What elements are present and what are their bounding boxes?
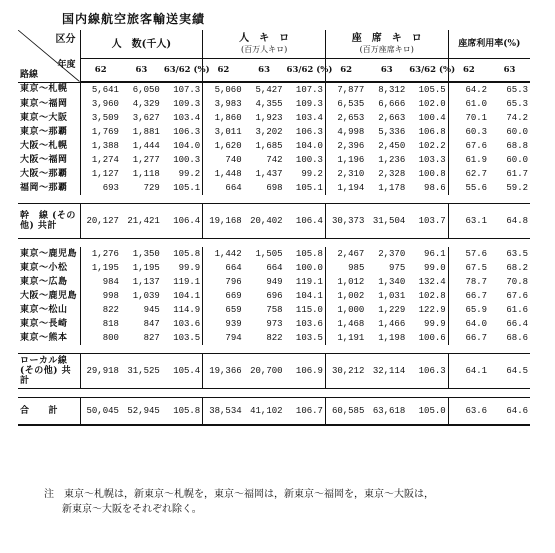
trunk-subtotal-row <box>18 204 530 239</box>
table-cell: 758 <box>266 304 283 315</box>
table-cell: 975 <box>389 262 406 273</box>
table-cell: 107.3 <box>295 84 323 95</box>
table-cell: 55.6 <box>448 181 489 195</box>
footnote-line-2: 新東京〜大阪をそれぞれ除く。 <box>62 504 202 515</box>
table-cell: 106.3 <box>407 354 448 389</box>
table-cell: 939 <box>203 317 244 331</box>
table-cell: 104.0 <box>173 140 201 151</box>
table-cell: 1,198 <box>378 332 406 343</box>
table-cell: 6,535 <box>325 97 366 111</box>
table-cell: 998 <box>80 289 121 303</box>
table-cell: 800 <box>80 331 121 345</box>
table-cell: 2,310 <box>325 167 366 181</box>
table-cell: 31,504 <box>366 204 407 239</box>
table-cell: 1,442 <box>203 247 244 261</box>
table-cell: 105.4 <box>162 354 203 389</box>
table-cell: 29,918 <box>80 354 121 389</box>
table-cell: 63.1 <box>448 204 489 239</box>
table-cell: 7,877 <box>325 82 366 97</box>
table-cell: 4,355 <box>255 98 283 109</box>
table-cell: 109.3 <box>173 98 201 109</box>
table-cell: 99.9 <box>424 318 446 329</box>
table-cell: 60.0 <box>506 126 528 137</box>
table-cell: 4,998 <box>325 125 366 139</box>
table-cell: 70.1 <box>448 111 489 125</box>
spacer-cell <box>18 345 530 354</box>
table-cell: 114.9 <box>173 304 201 315</box>
table-cell: 2,396 <box>325 139 366 153</box>
table-cell: 52,945 <box>121 398 162 426</box>
table-cell: 63.6 <box>448 398 489 426</box>
table-cell: 1,444 <box>132 140 160 151</box>
row-label: 東京〜広島 <box>20 276 68 287</box>
table-cell: 65.3 <box>506 98 528 109</box>
table-cell: 122.9 <box>418 304 446 315</box>
column-header-2: 63 <box>121 59 162 83</box>
table-row <box>18 139 530 153</box>
table-cell: 1,127 <box>80 167 121 181</box>
table-cell: 105.5 <box>418 84 446 95</box>
spacer-row <box>18 195 530 204</box>
column-header-11: 63 <box>489 59 530 83</box>
table-cell: 1,236 <box>378 154 406 165</box>
row-label: 幹 線 (その他) 共計 <box>18 204 80 239</box>
table-cell: 102.0 <box>418 98 446 109</box>
table-cell: 3,011 <box>203 125 244 139</box>
table-cell: 664 <box>266 262 283 273</box>
table-row <box>18 167 530 181</box>
table-cell: 103.7 <box>407 204 448 239</box>
group-header-seat-km <box>325 30 448 59</box>
group-header-passenger-km-title: 人 キ ロ <box>239 33 290 44</box>
table-row <box>18 303 530 317</box>
table-cell: 6,666 <box>378 98 406 109</box>
table-row <box>18 97 530 111</box>
table-cell: 32,114 <box>366 354 407 389</box>
table-cell: 103.4 <box>173 112 201 123</box>
table-cell: 3,960 <box>80 97 121 111</box>
footnote-line-1: 注 東京〜札幌は，新東京〜札幌を，東京〜福岡は，新東京〜福岡を，東京〜大阪は， <box>44 489 434 500</box>
table-row <box>18 289 530 303</box>
group-header-load-factor: 座席利用率(%) <box>448 30 530 59</box>
table-cell: 106.9 <box>285 354 326 389</box>
header-corner <box>18 30 80 82</box>
table-cell: 2,328 <box>378 168 406 179</box>
spacer-row <box>18 389 530 398</box>
table-cell: 847 <box>143 318 160 329</box>
table-cell: 6,050 <box>132 84 160 95</box>
row-label: ローカル線 (その他) 共計 <box>18 354 80 389</box>
table-cell: 106.4 <box>285 204 326 239</box>
table-cell: 1,923 <box>255 112 283 123</box>
table-cell: 8,312 <box>378 84 406 95</box>
table-cell: 669 <box>203 289 244 303</box>
table-cell: 99.0 <box>424 262 446 273</box>
table-cell: 3,202 <box>255 126 283 137</box>
table-cell: 2,663 <box>378 112 406 123</box>
table-cell: 68.2 <box>506 262 528 273</box>
table-cell: 78.7 <box>448 275 489 289</box>
table-row <box>18 275 530 289</box>
spacer-cell <box>18 195 530 204</box>
column-header-3: 63/62 (%) <box>162 59 203 83</box>
row-label: 大阪〜福岡 <box>20 154 68 165</box>
table-cell: 38,534 <box>203 398 244 426</box>
table-cell: 96.1 <box>424 248 446 259</box>
row-label: 東京〜那覇 <box>20 126 68 137</box>
table-cell: 105.1 <box>173 182 201 193</box>
table-cell: 64.6 <box>489 398 530 426</box>
table-body <box>18 82 530 425</box>
row-label: 大阪〜那覇 <box>20 168 68 179</box>
table-cell: 109.3 <box>295 98 323 109</box>
local-subtotal-row <box>18 354 530 389</box>
table-cell: 2,467 <box>325 247 366 261</box>
table-row <box>18 82 530 97</box>
table-cell: 64.0 <box>448 317 489 331</box>
table-cell: 20,700 <box>244 354 285 389</box>
table-cell: 1,194 <box>325 181 366 195</box>
table-cell: 973 <box>266 318 283 329</box>
column-header-9: 63/62 (%) <box>407 59 448 83</box>
table-cell: 100.6 <box>418 332 446 343</box>
table-cell: 30,373 <box>325 204 366 239</box>
table-row <box>18 247 530 261</box>
table-cell: 1,437 <box>255 168 283 179</box>
row-label: 大阪〜札幌 <box>20 140 68 151</box>
table-cell: 103.5 <box>173 332 201 343</box>
table-cell: 103.3 <box>418 154 446 165</box>
table-cell: 62.7 <box>448 167 489 181</box>
table-cell: 64.5 <box>489 354 530 389</box>
table-cell: 100.8 <box>418 168 446 179</box>
table-cell: 30,212 <box>325 354 366 389</box>
table-cell: 74.2 <box>506 112 528 123</box>
table-cell: 984 <box>80 275 121 289</box>
column-header-5: 63 <box>244 59 285 83</box>
table-cell: 106.7 <box>285 398 326 426</box>
table-cell: 115.0 <box>295 304 323 315</box>
table-cell: 57.6 <box>448 247 489 261</box>
table-cell: 102.2 <box>418 140 446 151</box>
table-cell: 67.6 <box>506 290 528 301</box>
column-header-row <box>18 59 530 83</box>
table-cell: 1,012 <box>325 275 366 289</box>
table-cell: 664 <box>203 181 244 195</box>
table-cell: 104.1 <box>173 290 201 301</box>
table-cell: 1,195 <box>132 262 160 273</box>
spacer-cell <box>18 239 530 248</box>
table-cell: 742 <box>266 154 283 165</box>
table-cell: 66.4 <box>506 318 528 329</box>
row-label: 東京〜鹿児島 <box>20 248 78 259</box>
table-cell: 59.2 <box>506 182 528 193</box>
table-cell: 132.4 <box>418 276 446 287</box>
table-cell: 106.4 <box>162 204 203 239</box>
table-cell: 106.3 <box>295 126 323 137</box>
group-header-seat-km-unit: (百万座席キロ) <box>359 45 414 54</box>
table-cell: 61.7 <box>506 168 528 179</box>
table-cell: 41,102 <box>244 398 285 426</box>
table-cell: 1,468 <box>325 317 366 331</box>
table-cell: 105.8 <box>162 398 203 426</box>
table-cell: 5,336 <box>378 126 406 137</box>
table-cell: 1,277 <box>132 154 160 165</box>
table-cell: 1,505 <box>255 248 283 259</box>
table-cell: 1,276 <box>80 247 121 261</box>
spacer-cell <box>18 389 530 398</box>
table-cell: 119.1 <box>295 276 323 287</box>
table-cell: 1,350 <box>132 248 160 259</box>
table-cell: 1,620 <box>203 139 244 153</box>
table-cell: 698 <box>266 182 283 193</box>
row-label: 福岡〜那覇 <box>20 182 68 193</box>
table-cell: 60.3 <box>448 125 489 139</box>
column-header-7: 62 <box>325 59 366 83</box>
table-cell: 107.3 <box>173 84 201 95</box>
group-header-passenger-km-unit: (百万人キロ) <box>240 45 288 54</box>
table-cell: 796 <box>203 275 244 289</box>
table-row <box>18 125 530 139</box>
column-header-4: 62 <box>203 59 244 83</box>
table-cell: 21,421 <box>121 204 162 239</box>
table-cell: 19,168 <box>203 204 244 239</box>
table-cell: 61.6 <box>506 304 528 315</box>
table-cell: 1,031 <box>378 290 406 301</box>
table-cell: 99.2 <box>178 168 201 179</box>
table-cell: 65.3 <box>506 84 528 95</box>
table-cell: 65.9 <box>448 303 489 317</box>
table-cell: 103.6 <box>295 318 323 329</box>
table-cell: 945 <box>143 304 160 315</box>
group-header-seat-km-title: 座 席 キ ロ <box>351 33 422 44</box>
spacer-row <box>18 239 530 248</box>
table-cell: 64.2 <box>448 82 489 97</box>
table-cell: 19,366 <box>203 354 244 389</box>
table-cell: 103.5 <box>295 332 323 343</box>
table-cell: 3,983 <box>203 97 244 111</box>
table-cell: 99.2 <box>301 168 323 179</box>
table-cell: 63.5 <box>506 248 528 259</box>
table-cell: 1,137 <box>132 276 160 287</box>
table-cell: 31,525 <box>121 354 162 389</box>
table-cell: 50,045 <box>80 398 121 426</box>
table-cell: 1,229 <box>378 304 406 315</box>
table-cell: 1,466 <box>378 318 406 329</box>
table-cell: 827 <box>143 332 160 343</box>
group-header-passenger-km <box>203 30 326 59</box>
table-cell: 1,039 <box>132 290 160 301</box>
table-cell: 740 <box>203 153 244 167</box>
table-cell: 5,060 <box>203 82 244 97</box>
table-cell: 1,448 <box>203 167 244 181</box>
table-cell: 5,641 <box>80 82 121 97</box>
table-cell: 67.5 <box>448 261 489 275</box>
row-label: 東京〜小松 <box>20 262 68 273</box>
spacer-row <box>18 345 530 354</box>
table-cell: 20,127 <box>80 204 121 239</box>
table-cell: 20,402 <box>244 204 285 239</box>
table-row <box>18 261 530 275</box>
table-cell: 70.8 <box>506 276 528 287</box>
table-cell: 105.8 <box>173 248 201 259</box>
column-header-6: 63/62 (%) <box>285 59 326 83</box>
row-label: 東京〜松山 <box>20 304 68 315</box>
table-cell: 1,118 <box>132 168 160 179</box>
table-cell: 4,329 <box>132 98 160 109</box>
table-cell: 102.8 <box>418 290 446 301</box>
row-label: 東京〜熊本 <box>20 332 68 343</box>
table-cell: 68.6 <box>506 332 528 343</box>
footnote <box>44 487 524 517</box>
table-cell: 5,427 <box>255 84 283 95</box>
table-cell: 659 <box>203 303 244 317</box>
table-cell: 106.3 <box>173 126 201 137</box>
row-label: 大阪〜鹿児島 <box>20 290 78 301</box>
table-cell: 822 <box>266 332 283 343</box>
table-cell: 106.8 <box>418 126 446 137</box>
table-cell: 729 <box>143 182 160 193</box>
table-cell: 105.0 <box>407 398 448 426</box>
row-label: 東京〜札幌 <box>20 84 68 95</box>
row-label: 合 計 <box>18 398 80 426</box>
table-cell: 100.3 <box>173 154 201 165</box>
table-cell: 1,191 <box>325 331 366 345</box>
row-label: 東京〜福岡 <box>20 98 68 109</box>
table-row <box>18 153 530 167</box>
corner-label-kubun: 区分 <box>55 34 76 45</box>
table-cell: 105.8 <box>295 248 323 259</box>
table-cell: 119.1 <box>173 276 201 287</box>
table-cell: 949 <box>266 276 283 287</box>
table-cell: 1,002 <box>325 289 366 303</box>
table-cell: 100.0 <box>295 262 323 273</box>
table-cell: 696 <box>266 290 283 301</box>
table-cell: 1,685 <box>255 140 283 151</box>
table-cell: 822 <box>80 303 121 317</box>
table-cell: 61.9 <box>448 153 489 167</box>
table-cell: 1,881 <box>132 126 160 137</box>
column-header-8: 63 <box>366 59 407 83</box>
table-cell: 67.6 <box>448 139 489 153</box>
table-cell: 818 <box>80 317 121 331</box>
table-cell: 1,195 <box>80 261 121 275</box>
table-cell: 664 <box>203 261 244 275</box>
table-cell: 693 <box>80 181 121 195</box>
table-cell: 1,178 <box>378 182 406 193</box>
table-cell: 66.7 <box>448 331 489 345</box>
grand-total-row <box>18 398 530 426</box>
table-row <box>18 317 530 331</box>
table-cell: 64.8 <box>489 204 530 239</box>
table-cell: 66.7 <box>448 289 489 303</box>
table-cell: 2,370 <box>378 248 406 259</box>
table-cell: 105.1 <box>295 182 323 193</box>
table-cell: 100.4 <box>418 112 446 123</box>
table-cell: 1,000 <box>325 303 366 317</box>
table-cell: 1,769 <box>80 125 121 139</box>
table-cell: 3,627 <box>132 112 160 123</box>
table-cell: 1,274 <box>80 153 121 167</box>
table-cell: 100.3 <box>295 154 323 165</box>
table-cell: 1,196 <box>325 153 366 167</box>
table-row <box>18 331 530 345</box>
corner-label-nendo: 年度 <box>57 60 76 70</box>
table-cell: 68.8 <box>506 140 528 151</box>
table-cell: 61.0 <box>448 97 489 111</box>
table-cell: 98.6 <box>424 182 446 193</box>
row-label: 東京〜長崎 <box>20 318 68 329</box>
statistics-table <box>18 30 530 426</box>
table-cell: 1,860 <box>203 111 244 125</box>
table-cell: 3,509 <box>80 111 121 125</box>
table-cell: 1,388 <box>80 139 121 153</box>
document-title: 国内線航空旅客輸送実績 <box>62 12 206 26</box>
group-header-passengers: 人 数(千人) <box>80 30 203 59</box>
row-label: 東京〜大阪 <box>20 112 68 123</box>
table-cell: 64.1 <box>448 354 489 389</box>
table-cell: 103.4 <box>295 112 323 123</box>
table-cell: 99.9 <box>178 262 201 273</box>
corner-label-rosen: 路線 <box>20 69 39 80</box>
column-header-10: 62 <box>448 59 489 83</box>
table-cell: 103.6 <box>173 318 201 329</box>
table-cell: 63,618 <box>366 398 407 426</box>
table-cell: 794 <box>203 331 244 345</box>
table-cell: 1,340 <box>378 276 406 287</box>
table-row <box>18 181 530 195</box>
table-cell: 60.0 <box>506 154 528 165</box>
table-cell: 60,585 <box>325 398 366 426</box>
table-row <box>18 111 530 125</box>
table-cell: 985 <box>325 261 366 275</box>
table-cell: 104.0 <box>295 140 323 151</box>
table-cell: 2,450 <box>378 140 406 151</box>
column-header-1: 62 <box>80 59 121 83</box>
table-cell: 2,653 <box>325 111 366 125</box>
table-cell: 104.1 <box>295 290 323 301</box>
